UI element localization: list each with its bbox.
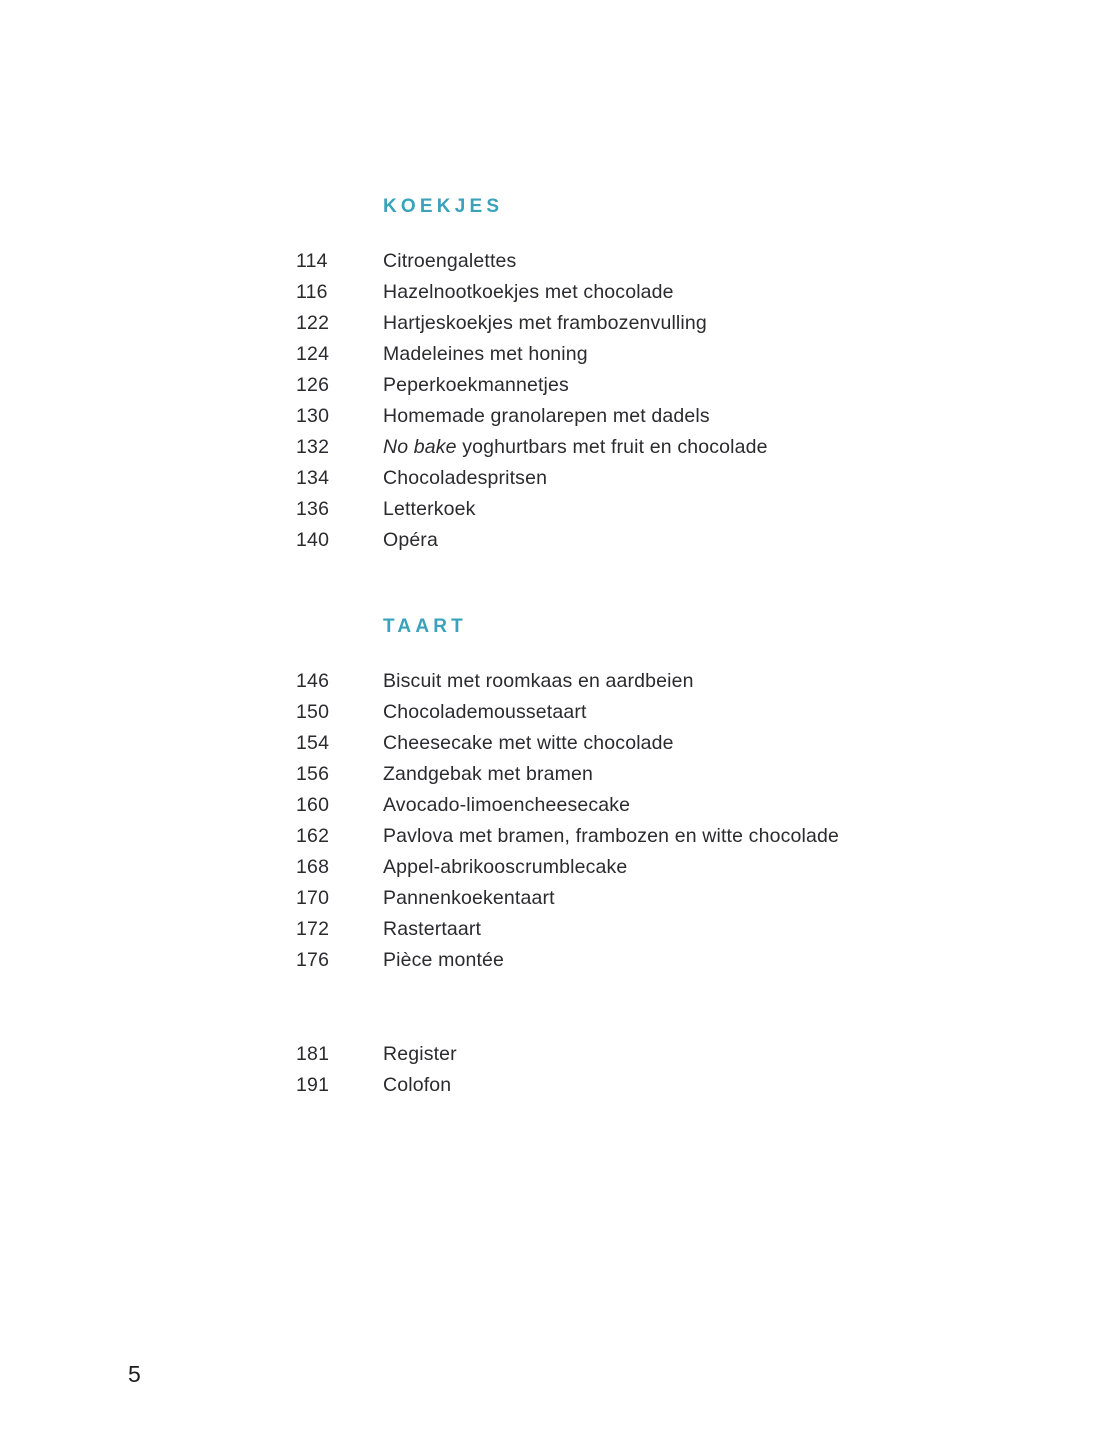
toc-entry-title: Hazelnootkoekjes met chocolade [383, 280, 674, 303]
page-folio-number: 5 [128, 1361, 142, 1387]
toc-entry-page-number: 154 [296, 731, 330, 754]
toc-entry-page-number: 168 [296, 855, 330, 878]
toc-entry-title: Madeleines met honing [383, 342, 588, 365]
toc-entry[interactable] [296, 463, 1056, 494]
toc-entry-title: Opéra [383, 528, 438, 551]
toc-entry-page-number: 134 [296, 466, 330, 489]
toc-entry[interactable] [296, 945, 1056, 976]
toc-entry-title: Chocolademoussetaart [383, 700, 587, 723]
toc-entry-page-number: 140 [296, 528, 330, 551]
toc-entry-list [296, 666, 1056, 976]
toc-entry-page-number: 176 [296, 948, 330, 971]
toc-entry-title: Colofon [383, 1073, 452, 1096]
toc-entry[interactable] [296, 277, 1056, 308]
toc-entry[interactable] [296, 821, 1056, 852]
toc-entry[interactable] [296, 494, 1056, 525]
toc-entry-title: Pannenkoekentaart [383, 886, 555, 909]
toc-entry-list [296, 1039, 1056, 1101]
toc-entry-title: Appel-abrikooscrumblecake [383, 855, 628, 878]
toc-entry[interactable] [296, 339, 1056, 370]
section-header: TAART [383, 615, 467, 637]
toc-entry-list [296, 246, 1056, 556]
toc-entry-page-number: 191 [296, 1073, 330, 1096]
toc-entry-page-number: 150 [296, 700, 330, 723]
toc-entry-page-number: 162 [296, 824, 330, 847]
toc-entry-page-number: 116 [296, 280, 328, 303]
toc-entry[interactable] [296, 790, 1056, 821]
toc-entry[interactable] [296, 852, 1056, 883]
toc-entry-page-number: 160 [296, 793, 330, 816]
toc-entry-title: Register [383, 1042, 457, 1065]
toc-entry[interactable] [296, 246, 1056, 277]
toc-entry-title-rest: yoghurtbars met fruit en chocolade [456, 435, 768, 458]
toc-entry[interactable] [296, 432, 1056, 463]
table-of-contents [296, 196, 1056, 1101]
section-header: KOEKJES [383, 196, 504, 217]
toc-entry-title: Pièce montée [383, 948, 505, 971]
toc-entry[interactable] [296, 666, 1056, 697]
toc-entry[interactable] [296, 525, 1056, 556]
toc-entry-page-number: 124 [296, 342, 330, 365]
toc-entry[interactable] [296, 728, 1056, 759]
toc-entry[interactable] [296, 308, 1056, 339]
toc-entry-page-number: 136 [296, 497, 330, 520]
toc-section [296, 196, 1056, 556]
toc-entry[interactable] [296, 759, 1056, 790]
toc-entry[interactable] [296, 883, 1056, 914]
toc-entry-page-number: 146 [296, 669, 330, 692]
toc-entry-page-number: 114 [296, 249, 328, 272]
toc-entry-page-number: 132 [296, 435, 330, 458]
toc-entry[interactable] [296, 370, 1056, 401]
toc-entry[interactable] [296, 401, 1056, 432]
toc-entry-page-number: 172 [296, 917, 330, 940]
toc-entry-title: Letterkoek [383, 497, 476, 520]
toc-entry-page-number: 181 [296, 1042, 330, 1065]
toc-entry-title: Rastertaart [383, 917, 482, 940]
toc-entry-title [383, 432, 1056, 463]
toc-entry-title: Cheesecake met witte chocolade [383, 731, 674, 754]
toc-entry-page-number: 170 [296, 886, 330, 909]
toc-entry-page-number: 130 [296, 404, 330, 427]
toc-entry[interactable] [296, 1039, 1056, 1070]
toc-entry-title: Citroengalettes [383, 249, 517, 272]
toc-section [296, 1039, 1056, 1101]
toc-entry-title: Chocoladespritsen [383, 466, 548, 489]
toc-entry-page-number: 156 [296, 762, 330, 785]
toc-entry-title: Pavlova met bramen, frambozen en witte chocolade [383, 824, 839, 847]
toc-entry-title: Avocado-limoencheesecake [383, 793, 631, 816]
toc-entry[interactable] [296, 1070, 1056, 1101]
toc-entry-page-number: 126 [296, 373, 330, 396]
toc-entry-title: Peperkoekmannetjes [383, 373, 569, 396]
toc-entry[interactable] [296, 914, 1056, 945]
toc-entry-title-italic: No bake [383, 435, 457, 458]
toc-entry-title: Homemade granolarepen met dadels [383, 404, 710, 427]
toc-entry[interactable] [296, 697, 1056, 728]
toc-entry-title: Hartjeskoekjes met frambozenvulling [383, 311, 707, 334]
toc-entry-title: Zandgebak met bramen [383, 762, 594, 785]
toc-entry-page-number: 122 [296, 311, 330, 334]
toc-entry-title: Biscuit met roomkaas en aardbeien [383, 669, 694, 692]
toc-section [296, 616, 1056, 976]
